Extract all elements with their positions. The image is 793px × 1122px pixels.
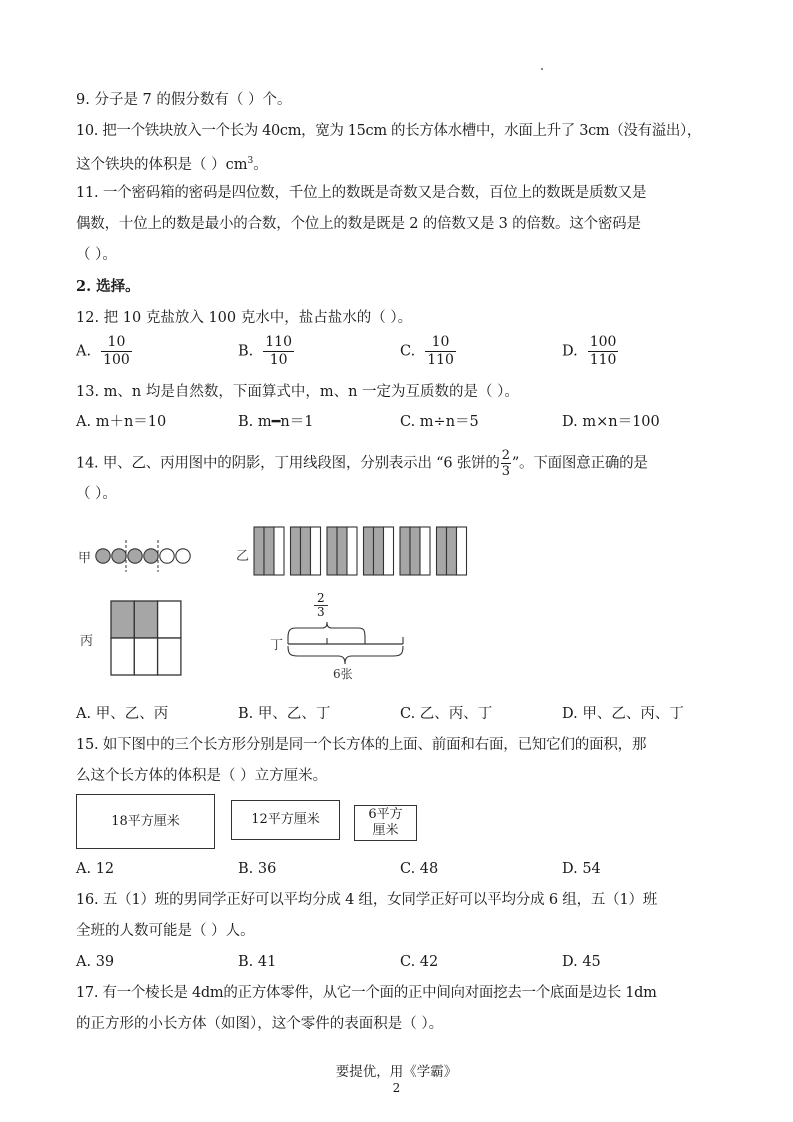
area-label-line1: 6平方 xyxy=(368,807,403,822)
superscript: 3 xyxy=(247,156,254,166)
q12-option-c[interactable] xyxy=(400,334,456,369)
figure-ding-label: 丁 xyxy=(270,638,284,653)
shaded-cell xyxy=(134,601,157,638)
denominator: 100 xyxy=(103,352,130,368)
figure-bing xyxy=(109,599,185,679)
shaded-strip xyxy=(400,527,410,575)
figure-ding xyxy=(284,620,408,670)
shaded-strip xyxy=(327,527,337,575)
empty-strip xyxy=(457,527,467,575)
figure-yi-label: 乙 xyxy=(236,549,250,564)
q13-option-b[interactable]: B. m━n＝1 xyxy=(238,414,314,430)
area-label-line2: 厘米 xyxy=(372,823,399,838)
question-11-line3: （ ）。 xyxy=(76,247,117,263)
denominator: 3 xyxy=(317,605,325,619)
shaded-cell xyxy=(111,601,134,638)
option-label: A. xyxy=(76,343,92,360)
empty-cell xyxy=(158,601,181,638)
q14-option-b[interactable]: B. 甲、乙、丁 xyxy=(238,706,331,722)
numerator: 2 xyxy=(501,448,510,463)
q14-option-a[interactable]: A. 甲、乙、丙 xyxy=(76,706,169,722)
area-rect-top xyxy=(76,794,215,849)
q14-text-end: ”。下面图意正确的是 xyxy=(511,455,648,472)
figure-jia-label: 甲 xyxy=(78,551,92,566)
figure-yi xyxy=(252,525,472,579)
shaded-circle xyxy=(144,549,158,563)
q10-end: 。 xyxy=(253,156,268,173)
footer-slogan: 要提优，用《学霸》 xyxy=(335,1064,458,1080)
question-14-line2: （ ）。 xyxy=(76,486,117,502)
q14-text: 14. 甲、乙、丙用图中的阴影，丁用线段图，分别表示出 “6 张饼的 xyxy=(76,455,500,472)
question-14-line1 xyxy=(76,448,648,479)
shaded-circle xyxy=(128,549,142,563)
shaded-strip xyxy=(254,527,264,575)
option-label: B. xyxy=(238,343,254,360)
shaded-circle xyxy=(96,549,110,563)
q15-option-b[interactable]: B. 36 xyxy=(238,861,277,877)
q15-option-a[interactable]: A. 12 xyxy=(76,861,115,877)
option-label: D. xyxy=(562,343,578,360)
q15-option-d[interactable]: D. 54 xyxy=(562,861,601,877)
option-label: C. xyxy=(400,343,416,360)
empty-cell xyxy=(158,638,181,675)
denominator: 110 xyxy=(589,352,617,368)
area-label: 12平方厘米 xyxy=(251,812,320,827)
q10-text: 这个铁块的体积是（ ）cm xyxy=(76,156,248,173)
denominator: 110 xyxy=(427,352,454,368)
numerator: 110 xyxy=(265,334,292,350)
shaded-strip xyxy=(447,527,457,575)
shaded-strip xyxy=(374,527,384,575)
empty-strip xyxy=(311,527,321,575)
area-label: 18平方厘米 xyxy=(111,813,180,829)
upper-brace xyxy=(288,622,365,638)
q12-option-d[interactable] xyxy=(562,334,618,369)
question-15-line1: 15. 如下图中的三个长方形分别是同一个长方体的上面、前面和右面，已知它们的面积，那 xyxy=(76,737,647,753)
numerator: 2 xyxy=(314,592,328,606)
fraction xyxy=(263,334,294,369)
empty-cell xyxy=(134,638,157,675)
fraction xyxy=(425,334,456,369)
q15-option-c[interactable]: C. 48 xyxy=(400,861,439,877)
shaded-strip xyxy=(337,527,347,575)
empty-circle xyxy=(176,549,190,563)
empty-strip xyxy=(347,527,357,575)
shaded-strip xyxy=(364,527,374,575)
empty-strip xyxy=(274,527,284,575)
q12-option-b[interactable] xyxy=(238,334,294,369)
ding-fraction xyxy=(314,592,328,619)
shaded-strip xyxy=(264,527,274,575)
shaded-circle xyxy=(112,549,126,563)
stray-dot xyxy=(541,68,543,70)
q16-option-c[interactable]: C. 42 xyxy=(400,954,439,970)
empty-circle xyxy=(160,549,174,563)
question-10-line1: 10. 把一个铁块放入一个长为 40cm，宽为 15cm 的长方体水槽中，水面上升了 3cm（没有溢出）， xyxy=(76,123,702,139)
numerator: 10 xyxy=(425,334,456,352)
question-16-line1: 16. 五（1）班的男同学正好可以平均分成 4 组，女同学正好可以平均分成 6 组，五（1）班 xyxy=(76,892,658,908)
question-13: 13. m、n 均是自然数，下面算式中，m、n 一定为互质数的是（ ）。 xyxy=(76,384,519,400)
shaded-strip xyxy=(437,527,447,575)
shaded-strip xyxy=(301,527,311,575)
ding-total-label: 6张 xyxy=(333,667,353,681)
fraction xyxy=(501,448,511,479)
q13-option-c[interactable]: C. m÷n＝5 xyxy=(400,414,479,430)
figure-jia xyxy=(95,538,200,574)
empty-strip xyxy=(384,527,394,575)
page-number: 2 xyxy=(392,1081,401,1095)
question-10-line2 xyxy=(76,151,268,175)
q16-option-b[interactable]: B. 41 xyxy=(238,954,277,970)
question-11-line1: 11. 一个密码箱的密码是四位数，千位上的数既是奇数又是合数，百位上的数既是质数又是 xyxy=(76,185,647,201)
figure-bing-label: 丙 xyxy=(80,634,94,649)
area-rect-front xyxy=(231,800,340,840)
q12-option-a[interactable] xyxy=(76,334,132,369)
fraction xyxy=(588,334,619,369)
q16-option-d[interactable]: D. 45 xyxy=(562,954,601,970)
question-15-line2: 么这个长方体的体积是（ ）立方厘米。 xyxy=(76,768,328,784)
fraction xyxy=(101,334,132,369)
question-9: 9. 分子是 7 的假分数有（ ）个。 xyxy=(76,92,292,108)
question-16-line2: 全班的人数可能是（ ）人。 xyxy=(76,923,255,939)
shaded-strip xyxy=(291,527,301,575)
numerator: 10 xyxy=(101,334,132,352)
denominator: 10 xyxy=(269,352,288,368)
q16-option-a[interactable]: A. 39 xyxy=(76,954,115,970)
denominator: 3 xyxy=(501,464,510,479)
area-rect-right xyxy=(354,805,417,841)
shaded-strip xyxy=(410,527,420,575)
question-17-line1: 17. 有一个棱长是 4dm的正方体零件，从它一个面的正中间向对面挖去一个底面是边长 1dm xyxy=(76,985,657,1001)
q14-option-d[interactable]: D. 甲、乙、丙、丁 xyxy=(562,706,684,722)
empty-cell xyxy=(111,638,134,675)
question-12: 12. 把 10 克盐放入 100 克水中，盐占盐水的（ ）。 xyxy=(76,310,413,326)
question-11-line2: 偶数，十位上的数是最小的合数，个位上的数是既是 2 的倍数又是 3 的倍数。这个密码是 xyxy=(76,216,641,232)
q14-option-c[interactable]: C. 乙、丙、丁 xyxy=(400,706,493,722)
q13-option-a[interactable]: A. m＋n＝10 xyxy=(76,414,167,430)
section-title: 2. 选择。 xyxy=(76,278,140,295)
q13-option-d[interactable]: D. m×n＝100 xyxy=(562,414,660,430)
question-17-line2: 的正方形的小长方体（如图），这个零件的表面积是（ ）。 xyxy=(76,1016,444,1032)
numerator: 100 xyxy=(589,334,617,350)
empty-strip xyxy=(420,527,430,575)
lower-brace xyxy=(288,646,403,664)
